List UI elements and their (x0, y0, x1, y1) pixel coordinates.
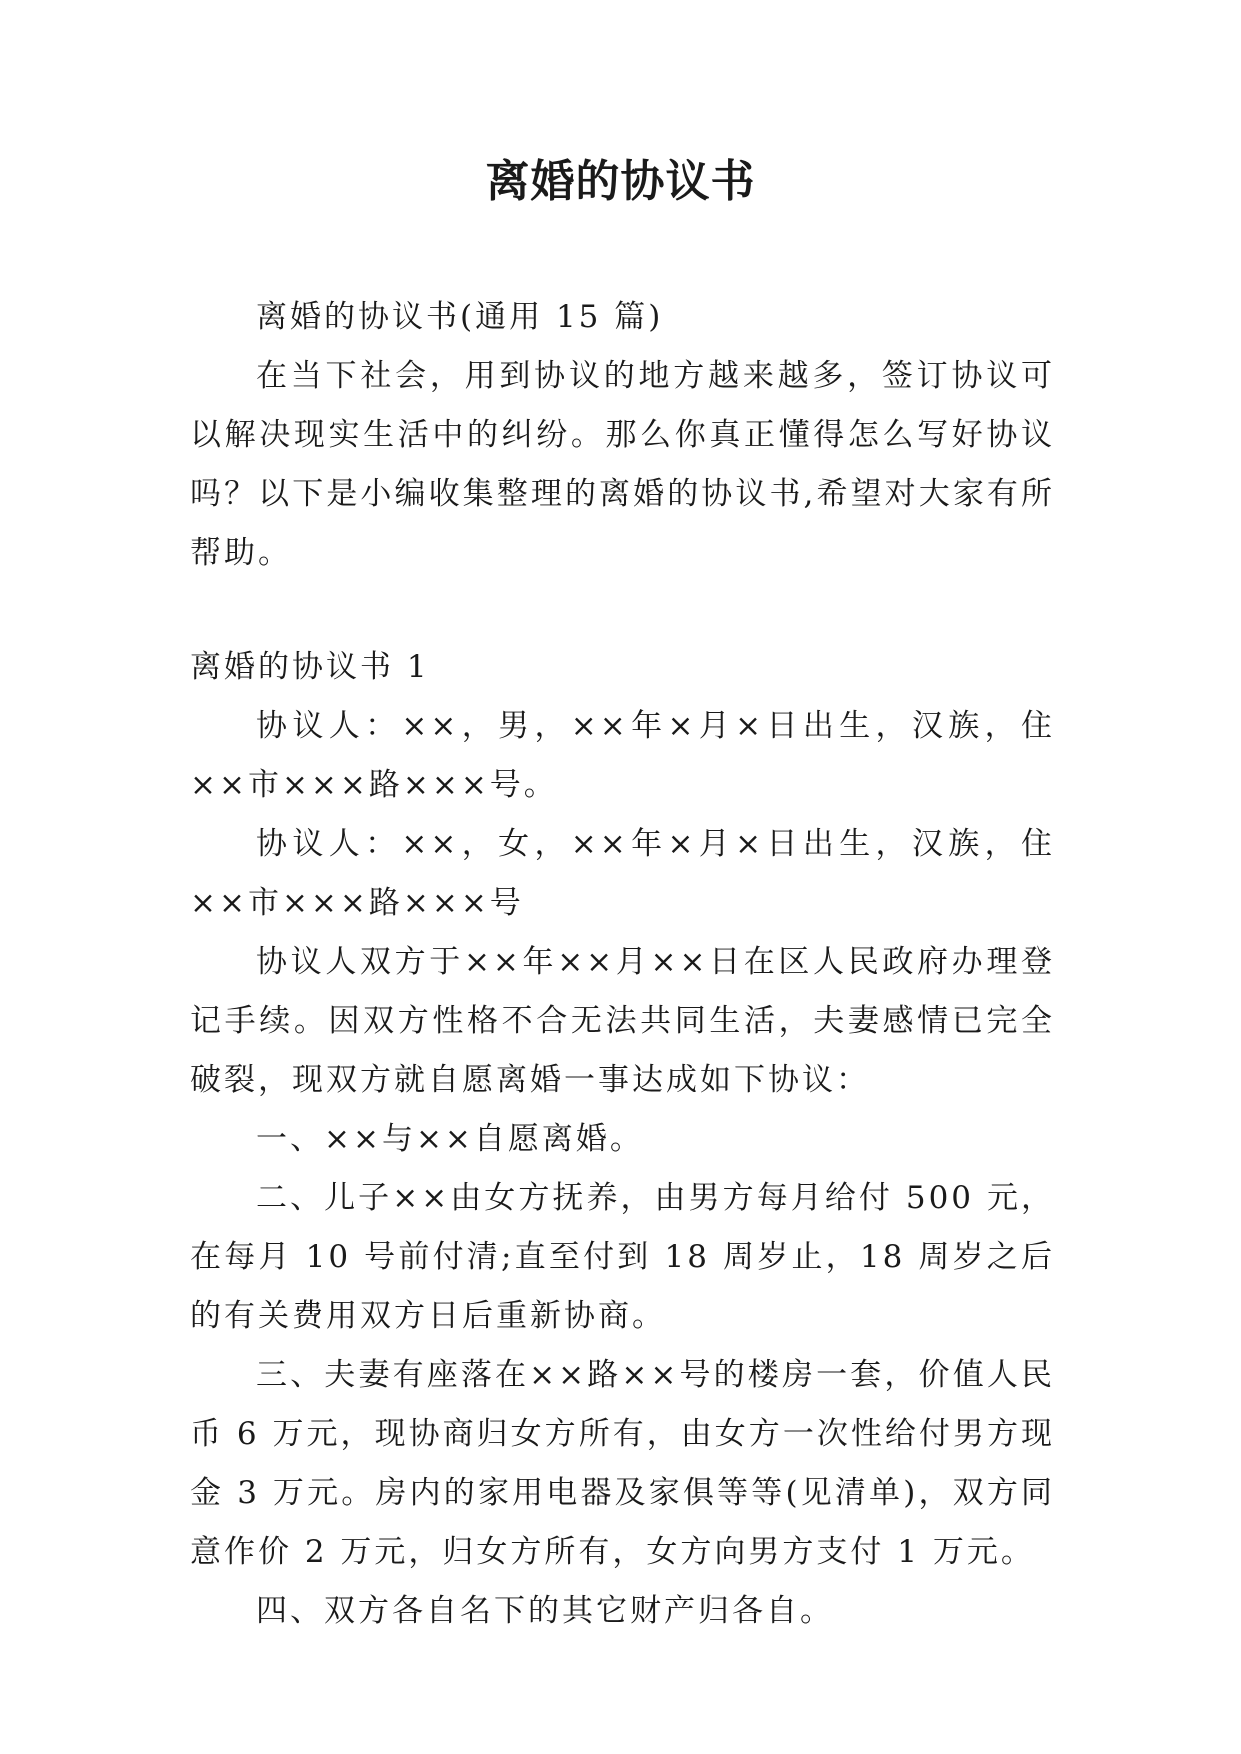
party-female-paragraph: 协议人：××，女，××年×月×日出生，汉族，住××市×××路×××号 (190, 826, 1055, 921)
agreement-preamble-paragraph: 协议人双方于××年××月××日在区人民政府办理登记手续。因双方性格不合无法共同生活，夫妻感情已完全破裂，现双方就自愿离婚一事达成如下协议： (190, 944, 1055, 1098)
subtitle-paragraph: 离婚的协议书(通用 15 篇) (256, 299, 664, 335)
clause-4-paragraph: 四、双方各自名下的其它财产归各自。 (256, 1593, 834, 1629)
clause-3-paragraph: 三、夫妻有座落在××路××号的楼房一套，价值人民币 6 万元，现协商归女方所有，由女方一次性给付男方现金 3 万元。房内的家用电器及家俱等等(见清单)，双方同意作价 2 万元，归女方所有，女方向男方支付 1 万元。 (190, 1357, 1055, 1570)
section-spacer (190, 583, 1055, 638)
clause-1-paragraph: 一、××与××自愿离婚。 (256, 1121, 644, 1157)
section-heading: 离婚的协议书 1 (190, 649, 430, 685)
clause-2-paragraph: 二、儿子××由女方抚养，由男方每月给付 500 元，在每月 10 号前付清;直至付到 18 周岁止，18 周岁之后的有关费用双方日后重新协商。 (190, 1180, 1055, 1334)
intro-paragraph: 在当下社会，用到协议的地方越来越多，签订协议可以解决现实生活中的纠纷。那么你真正懂得怎么写好协议吗？以下是小编收集整理的离婚的协议书,希望对大家有所帮助。 (190, 358, 1055, 571)
party-male-paragraph: 协议人：××，男，××年×月×日出生，汉族，住××市×××路×××号。 (190, 708, 1055, 803)
document-title: 离婚的协议书 (485, 156, 756, 207)
document-body (190, 288, 1055, 1641)
